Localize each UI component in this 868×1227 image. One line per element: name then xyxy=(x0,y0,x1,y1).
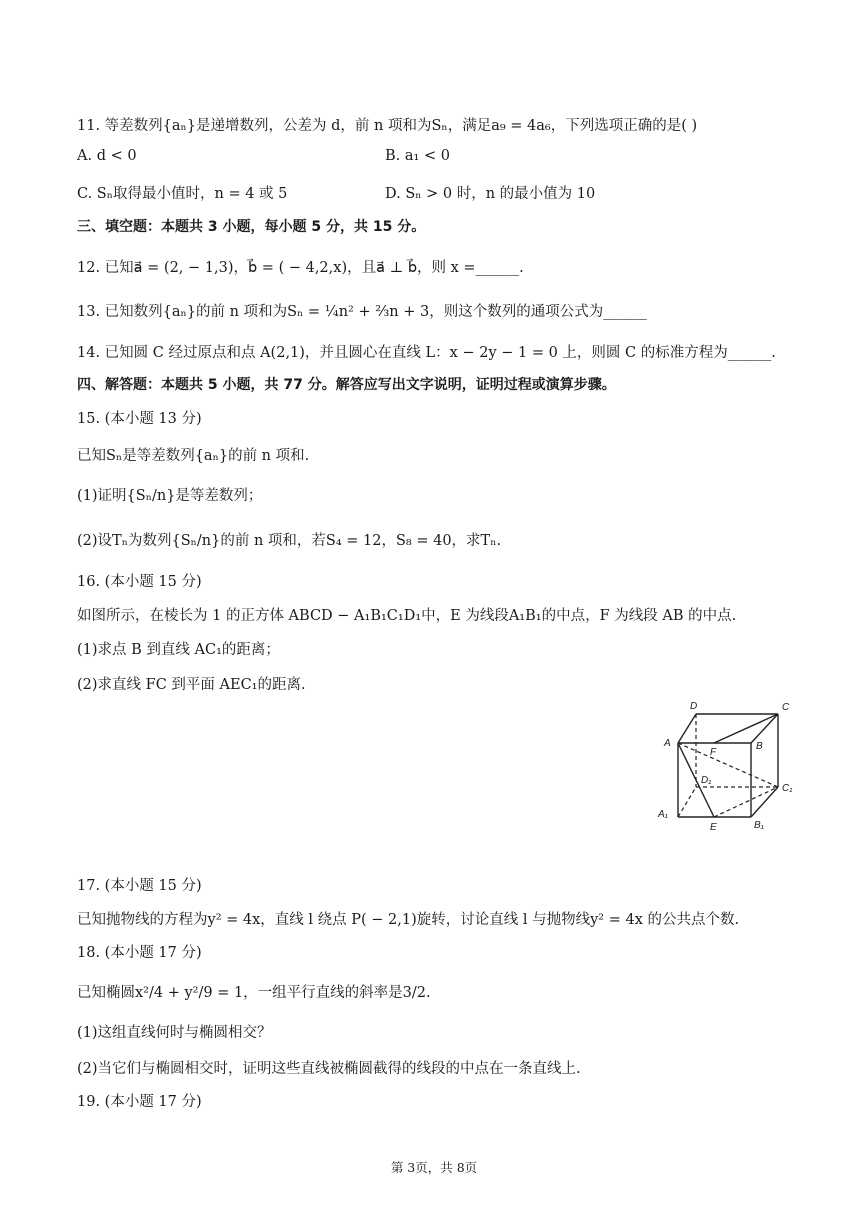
q11-option-d: D. Sₙ > 0 时，n 的最小值为 10 xyxy=(385,186,596,202)
label-e: E xyxy=(710,822,717,833)
q18-stem: 已知椭圆x²/4 + y²/9 = 1，一组平行直线的斜率是3/2. xyxy=(77,985,431,1001)
q11-option-c: C. Sₙ取得最小值时，n = 4 或 5 xyxy=(77,186,288,202)
q11-stem: 11. 等差数列{aₙ}是递增数列，公差为 d，前 n 项和为Sₙ，满足a₉ = 4a₆，下列选项正确的是( ) xyxy=(77,118,698,134)
q16-part1: (1)求点 B 到直线 AC₁的距离； xyxy=(77,642,280,658)
q17-stem: 已知抛物线的方程为y² = 4x，直线 l 绕点 P( − 2,1)旋转，讨论直线 l 与抛物线y² = 4x 的公共点个数. xyxy=(77,912,740,928)
label-b1: B₁ xyxy=(754,820,764,831)
q13: 13. 已知数列{aₙ}的前 n 项和为Sₙ = ¼n² + ⅔n + 3，则这个数列的通项公式为______ xyxy=(77,304,647,320)
q18-part1: (1)这组直线何时与椭圆相交？ xyxy=(77,1025,272,1041)
q18-part2: (2)当它们与椭圆相交时，证明这些直线被椭圆截得的线段的中点在一条直线上. xyxy=(77,1061,581,1077)
label-f: F xyxy=(710,747,717,758)
label-a1: A₁ xyxy=(658,809,668,820)
label-a: A xyxy=(664,738,671,749)
q12: 12. 已知a⃗ = (2, − 1,3)，b⃗ = ( − 4,2,x)，且a⃗ ⊥ b⃗，则 x =______. xyxy=(77,260,524,276)
q16-title: 16. (本小题 15 分) xyxy=(77,574,202,590)
label-b: B xyxy=(756,741,763,752)
label-c1: C₁ xyxy=(782,783,793,794)
q14: 14. 已知圆 C 经过原点和点 A(2,1)，并且圆心在直线 L：x − 2y − 1 = 0 上，则圆 C 的标准方程为______. xyxy=(77,345,776,361)
label-d1: D₁ xyxy=(701,775,712,786)
q15-part1: (1)证明{Sₙ/n}是等差数列； xyxy=(77,488,263,504)
q18-title: 18. (本小题 17 分) xyxy=(77,945,202,961)
q16-stem: 如图所示，在棱长为 1 的正方体 ABCD − A₁B₁C₁D₁中，E 为线段A₁B₁的中点，F 为线段 AB 的中点. xyxy=(77,608,737,624)
q19-title: 19. (本小题 17 分) xyxy=(77,1094,202,1110)
section4-header: 四、解答题：本题共 5 小题，共 77 分。解答应写出文字说明，证明过程或演算步骤。 xyxy=(77,377,616,393)
cube-figure xyxy=(648,695,798,835)
q11-option-b: B. a₁ < 0 xyxy=(385,148,450,164)
section3-header: 三、填空题：本题共 3 小题，每小题 5 分，共 15 分。 xyxy=(77,219,426,235)
q15-title: 15. (本小题 13 分) xyxy=(77,411,202,427)
q11-option-a: A. d < 0 xyxy=(77,148,137,164)
label-c: C xyxy=(782,702,790,713)
label-d: D xyxy=(690,701,698,712)
q15-stem: 已知Sₙ是等差数列{aₙ}的前 n 项和. xyxy=(77,448,310,464)
page-footer: 第 3页，共 8页 xyxy=(390,1160,478,1175)
q17-title: 17. (本小题 15 分) xyxy=(77,878,202,894)
q15-part2: (2)设Tₙ为数列{Sₙ/n}的前 n 项和，若S₄ = 12，S₈ = 40，求Tₙ. xyxy=(77,533,502,549)
q16-part2: (2)求直线 FC 到平面 AEC₁的距离. xyxy=(77,677,306,693)
